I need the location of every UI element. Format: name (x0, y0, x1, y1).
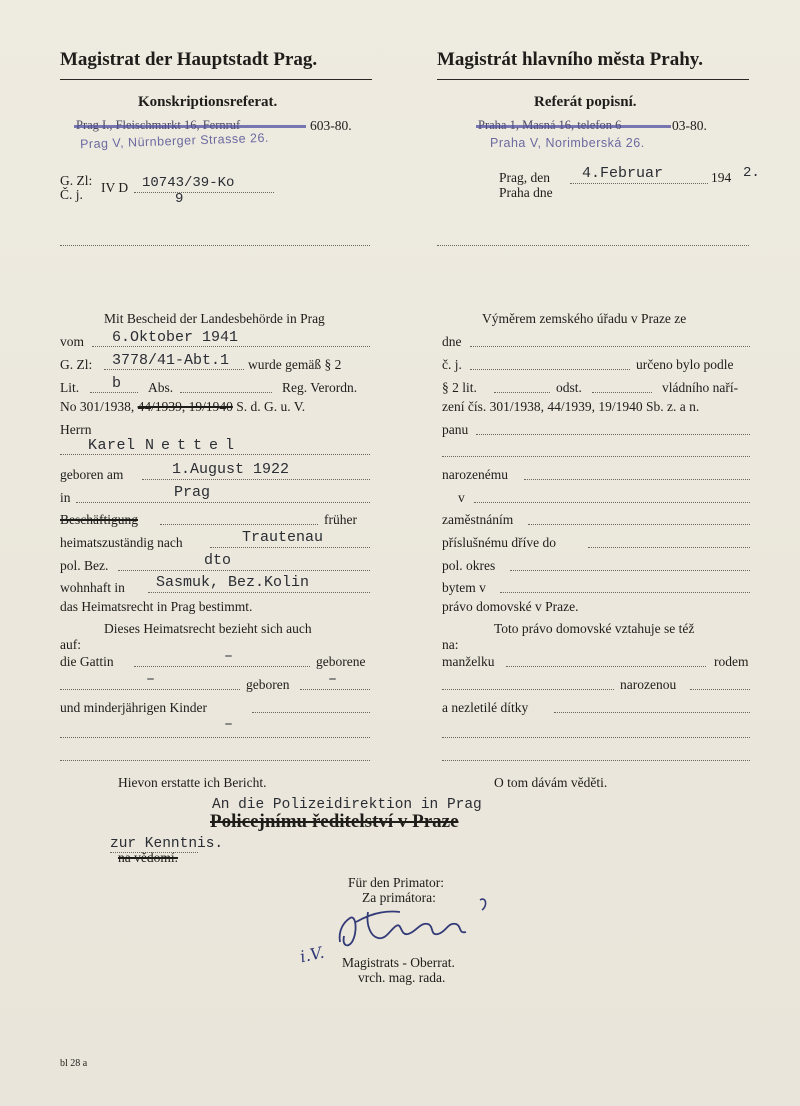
cz-cj: č. j. (442, 357, 462, 372)
cz-prislusnemu: příslušnému dříve do (442, 535, 556, 550)
cz-ditky: a nezletilé dítky (442, 700, 529, 715)
cz-vladni: vládního naří- (662, 380, 739, 395)
de-dash-c: – (224, 716, 234, 733)
de-geboren-label: geboren am (60, 467, 124, 482)
ref-dots (134, 192, 274, 193)
year-digit: 2. (743, 165, 760, 181)
place-date-label-cz: Praha dne (499, 185, 553, 200)
left-phone: 603-80. (310, 118, 352, 133)
de-wohnhaft-value: Sasmuk, Bez.Kolin (156, 574, 310, 591)
cz-zamestnanim: zaměstnáním (442, 512, 514, 527)
de-gattin-dots (134, 666, 310, 667)
de-name-value (88, 437, 241, 454)
de-polbez-label: pol. Bez. (60, 558, 109, 573)
de-frueher: früher (324, 512, 357, 527)
de-heimatsrecht: das Heimatsrecht in Prag bestimmt. (60, 599, 253, 614)
header-left-title: Magistrat der Hauptstadt Prag. (60, 49, 318, 70)
cz-odst-dots (592, 392, 652, 393)
cz-cj-dots (470, 369, 630, 370)
cz-lit: § 2 lit. (442, 380, 477, 395)
cz-dne: dne (442, 334, 462, 349)
addressee-printed: Policejnímu ředitelství v Praze (210, 811, 459, 832)
de-gzl-value: 3778/41-Abt.1 (112, 352, 230, 369)
sig-title-cz: vrch. mag. rada. (358, 970, 446, 985)
de-gemass: wurde gemäß § 2 (248, 357, 342, 372)
place-date-label-de: Prag, den (499, 170, 550, 185)
de-intro: Mit Bescheid der Landesbehörde in Prag (104, 311, 325, 326)
cz-zamestnanim-dots (528, 524, 750, 525)
de-herrn: Herrn (60, 422, 92, 437)
header-right-title: Magistrát hlavního města Prahy. (437, 49, 703, 70)
de-wohnhaft-dots (148, 592, 370, 593)
de-abs-label: Abs. (148, 380, 174, 395)
cz-blank-3 (442, 760, 750, 761)
cz-manzelku-dots (506, 666, 706, 667)
de-heimat-dots (210, 547, 370, 548)
de-geboren-dots (142, 479, 370, 480)
cz-rodem: rodem (714, 654, 749, 669)
de-auf: auf: (60, 637, 81, 652)
de-abs-dots (180, 392, 272, 393)
sig-iv: i.V. (298, 942, 326, 967)
de-gzl-dots (104, 369, 244, 370)
de-lit-dots (90, 392, 138, 393)
cz-narozenemu-dots (524, 479, 750, 480)
right-address-stamp: Praha V, Norimberská 26. (490, 136, 645, 150)
de-bezieht: Dieses Heimatsrecht bezieht sich auch (104, 621, 312, 636)
cz-bytem: bytem v (442, 580, 486, 595)
de-in-value: Prag (174, 484, 211, 501)
de-beschaeftigung: Beschäftigung (60, 512, 138, 527)
right-phone: 03-80. (672, 118, 707, 133)
de-gzl-label: G. Zl: (60, 357, 93, 372)
de-blank-2 (60, 760, 370, 761)
cz-narozenou: narozenou (620, 677, 677, 692)
blank-line-right (437, 245, 749, 246)
de-in-label: in (60, 490, 71, 505)
addressee-typed: An die Polizeidirektion in Prag (212, 797, 482, 813)
de-closing: Hievon erstatte ich Bericht. (118, 775, 267, 790)
de-geboren-value: 1.August 1922 (172, 461, 290, 478)
cz-row2-dots-b (690, 689, 750, 690)
cz-prislusnemu-dots (588, 547, 750, 548)
de-blank-1 (60, 737, 370, 738)
de-row2-dots-a (60, 689, 240, 690)
cz-lit-dots (494, 392, 550, 393)
de-name-last: Nettel (145, 437, 242, 454)
de-no-struck: 44/1939, 19/1940 (137, 399, 233, 414)
de-heimat-value: Trautenau (242, 529, 324, 546)
cz-panu: panu (442, 422, 469, 437)
ref-prefix: IV D (101, 180, 129, 195)
cz-panu-dots (476, 434, 750, 435)
cz-bytem-dots (500, 592, 750, 593)
de-name-first: Karel (88, 437, 136, 454)
de-geboren2: geboren (246, 677, 290, 692)
header-left-rule (60, 79, 372, 80)
de-polbez-value: dto (204, 552, 232, 569)
date-dots (570, 183, 708, 184)
addressee-na-vedomi: na vědomí. (118, 850, 178, 865)
date-value: 4.Februar (582, 165, 664, 182)
left-address-stamp: Prag V, Nürnberger Strasse 26. (79, 130, 270, 152)
de-gattin-label: die Gattin (60, 654, 114, 669)
de-beschaeftigung-dots (160, 524, 318, 525)
de-polbez-dots (118, 570, 370, 571)
cz-ditky-dots (554, 712, 750, 713)
cz-toto: Toto právo domovské vztahuje se též (494, 621, 695, 636)
sig-za: Za primátora: (362, 890, 436, 905)
addressee-kenntnis: zur Kenntnis. (110, 836, 224, 852)
de-no-suffix: S. d. G. u. V. (236, 399, 306, 414)
de-vom-label: vom (60, 334, 85, 349)
ref-subnumber: 9 (175, 191, 184, 207)
de-kinder-dots (252, 712, 370, 713)
sig-title-de: Magistrats - Oberrat. (342, 955, 455, 970)
de-kinder: und minderjährigen Kinder (60, 700, 207, 715)
blank-line-left (60, 245, 370, 246)
cz-manzelku: manželku (442, 654, 495, 669)
cz-blank-2 (442, 737, 750, 738)
de-reg-label: Reg. Verordn. (282, 380, 358, 395)
year-prefix: 194 (711, 170, 732, 185)
ref-number: 10743/39-Ko (142, 175, 235, 191)
header-right-dept: Referát popisní. (534, 94, 637, 110)
cz-pravo: právo domovské v Praze. (442, 599, 579, 614)
cz-row2-dots-a (442, 689, 614, 690)
right-address-strike (476, 125, 671, 128)
de-dash-a: – (146, 671, 156, 688)
cz-zeni: zení čís. 301/1938, 44/1939, 19/1940 Sb. z. a n. (442, 399, 700, 414)
cz-polokres-dots (510, 570, 750, 571)
de-heimat-label: heimatszuständig nach (60, 535, 183, 550)
de-gattin-value: – (224, 648, 234, 665)
cz-closing: O tom dávám věděti. (494, 775, 608, 790)
cz-v-dots (474, 502, 750, 503)
cz-urceno: určeno bylo podle (636, 357, 734, 372)
de-lit-label: Lit. (60, 380, 80, 395)
footer-form-code: bl 28 a (60, 1058, 88, 1069)
de-lit-value: b (112, 375, 122, 392)
cz-polokres: pol. okres (442, 558, 496, 573)
left-address-strike (74, 125, 306, 128)
cz-na: na: (442, 637, 459, 652)
cz-blank-1 (442, 456, 750, 457)
de-vom-dots (92, 346, 370, 347)
de-vom-value: 6.Oktober 1941 (112, 329, 239, 346)
cz-dne-dots (470, 346, 750, 347)
header-left-dept: Konskriptionsreferat. (138, 94, 278, 110)
de-geborene: geborene (316, 654, 366, 669)
sig-fuer: Für den Primator: (348, 875, 444, 890)
cz-intro: Výměrem zemského úřadu v Praze ze (482, 311, 687, 326)
cz-narozenemu: narozenému (442, 467, 508, 482)
de-dash-b: – (328, 671, 338, 688)
ref-cj-label: Č. j. (60, 187, 83, 202)
de-name-dots (60, 454, 370, 455)
ref-gzl-label: G. Zl: (60, 173, 93, 188)
cz-odst: odst. (556, 380, 582, 395)
handwritten-signature (330, 892, 495, 952)
header-right-rule (437, 79, 749, 80)
de-row2-dots-b (300, 689, 370, 690)
de-wohnhaft-label: wohnhaft in (60, 580, 125, 595)
cz-v: v (458, 490, 465, 505)
de-in-dots (76, 502, 370, 503)
de-no-prefix: No 301/1938, (60, 399, 135, 414)
de-no-line (60, 399, 305, 415)
